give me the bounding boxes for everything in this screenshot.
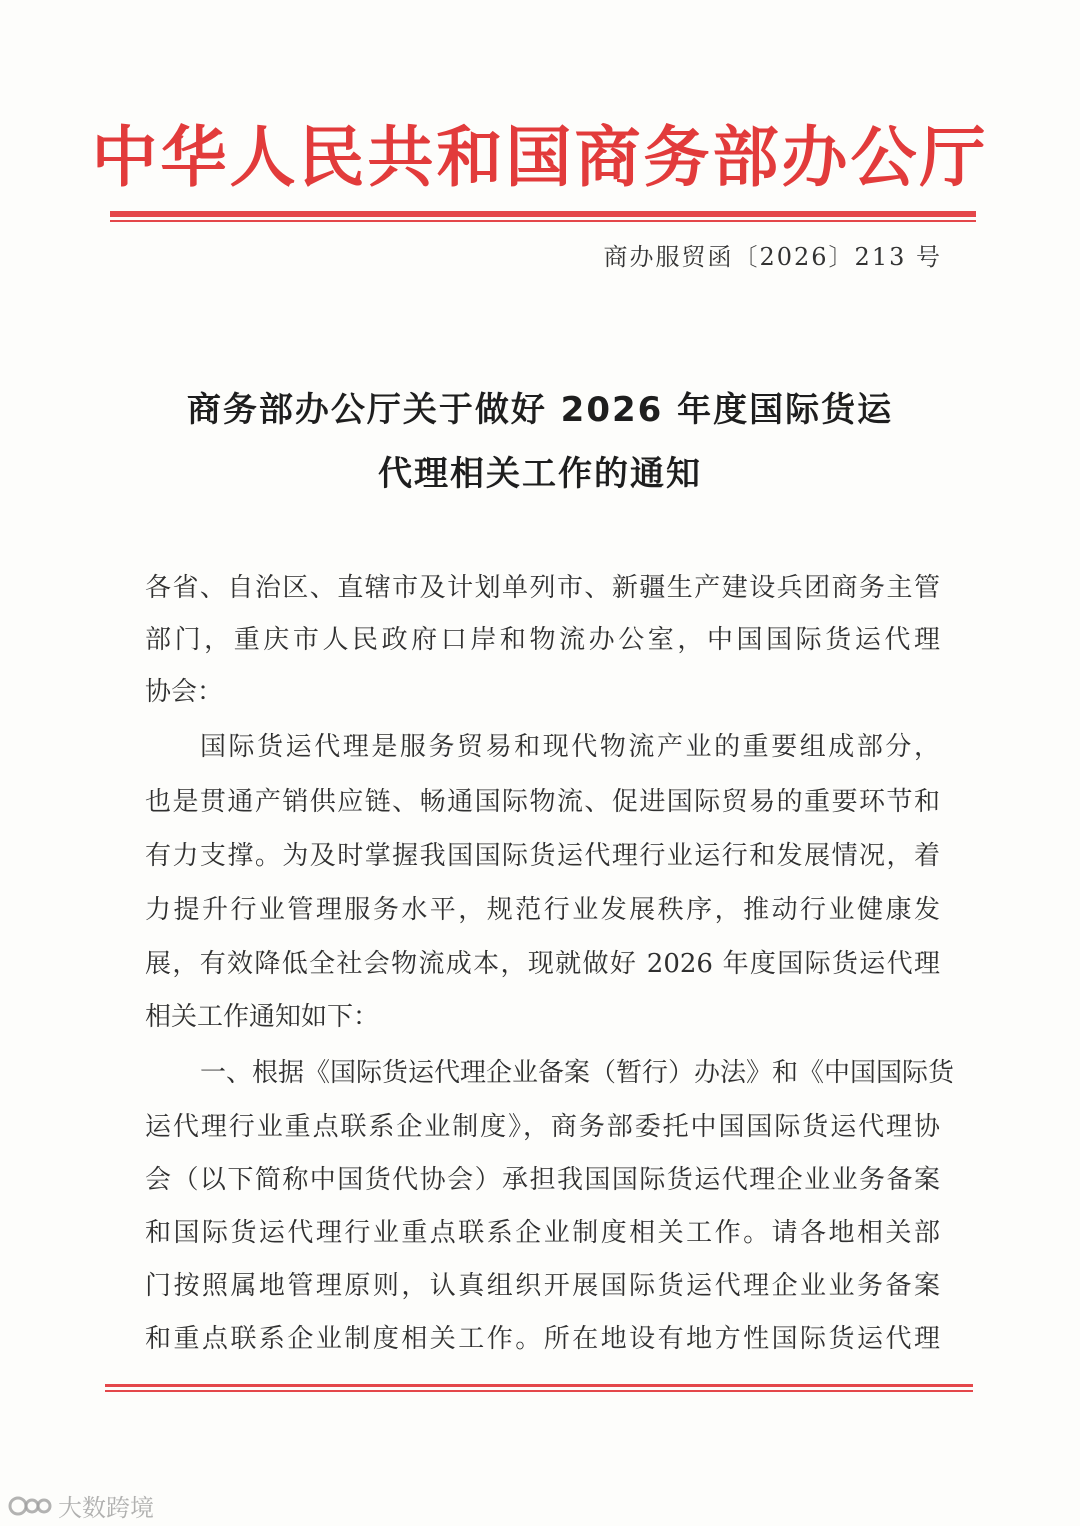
red-header-rule-thick: [110, 211, 976, 217]
body-line: 也是贯通产销供应链、畅通国际物流、促进国际贸易的重要环节和: [145, 787, 940, 817]
body-line: 运代理行业重点联系企业制度》，商务部委托中国国际货运代理协: [145, 1112, 940, 1142]
document-title-line-1: 商务部办公厅关于做好 2026 年度国际货运: [186, 390, 894, 430]
body-line: 力提升行业管理服务水平，规范行业发展秩序，推动行业健康发: [145, 895, 940, 925]
watermark: [8, 1488, 154, 1523]
red-footer-rule-lower: [105, 1390, 973, 1392]
body-line: 和重点联系企业制度相关工作。所在地设有地方性国际货运代理: [145, 1324, 940, 1354]
body-line: 相关工作通知如下：: [145, 1002, 380, 1032]
body-line: 和国际货运代理行业重点联系企业制度相关工作。请各地相关部: [145, 1218, 940, 1248]
body-line: 展，有效降低全社会物流成本，现就做好 2026 年度国际货运代理: [145, 949, 940, 979]
red-footer-rule-upper: [105, 1384, 973, 1387]
document-title-line-2: 代理相关工作的通知: [378, 454, 702, 494]
watermark-text: 大数跨境: [58, 1494, 154, 1522]
body-line: 协会：: [145, 677, 224, 707]
body-line: 一、根据《国际货运代理企业备案（暂行）办法》和《中国国际货: [200, 1058, 955, 1088]
body-line: 国际货运代理是服务贸易和现代物流产业的重要组成部分，: [200, 732, 940, 762]
document-number: 商办服贸函〔2026〕213 号: [603, 243, 942, 271]
body-line: 各省、自治区、直辖市及计划单列市、新疆生产建设兵团商务主管: [145, 573, 940, 603]
body-line: 会（以下简称中国货代协会）承担我国国际货运代理企业业务备案: [145, 1165, 940, 1195]
body-line: 部门，重庆市人民政府口岸和物流办公室，中国国际货运代理: [145, 625, 940, 655]
watermark-logo-icon: [8, 1491, 54, 1521]
body-line: 门按照属地管理原则，认真组织开展国际货运代理企业业务备案: [145, 1271, 940, 1301]
issuing-agency-header: 中华人民共和国商务部办公厅: [91, 119, 989, 196]
body-line: 有力支撑。为及时掌握我国国际货运代理行业运行和发展情况，着: [145, 841, 940, 871]
red-header-rule-thin: [110, 220, 976, 222]
